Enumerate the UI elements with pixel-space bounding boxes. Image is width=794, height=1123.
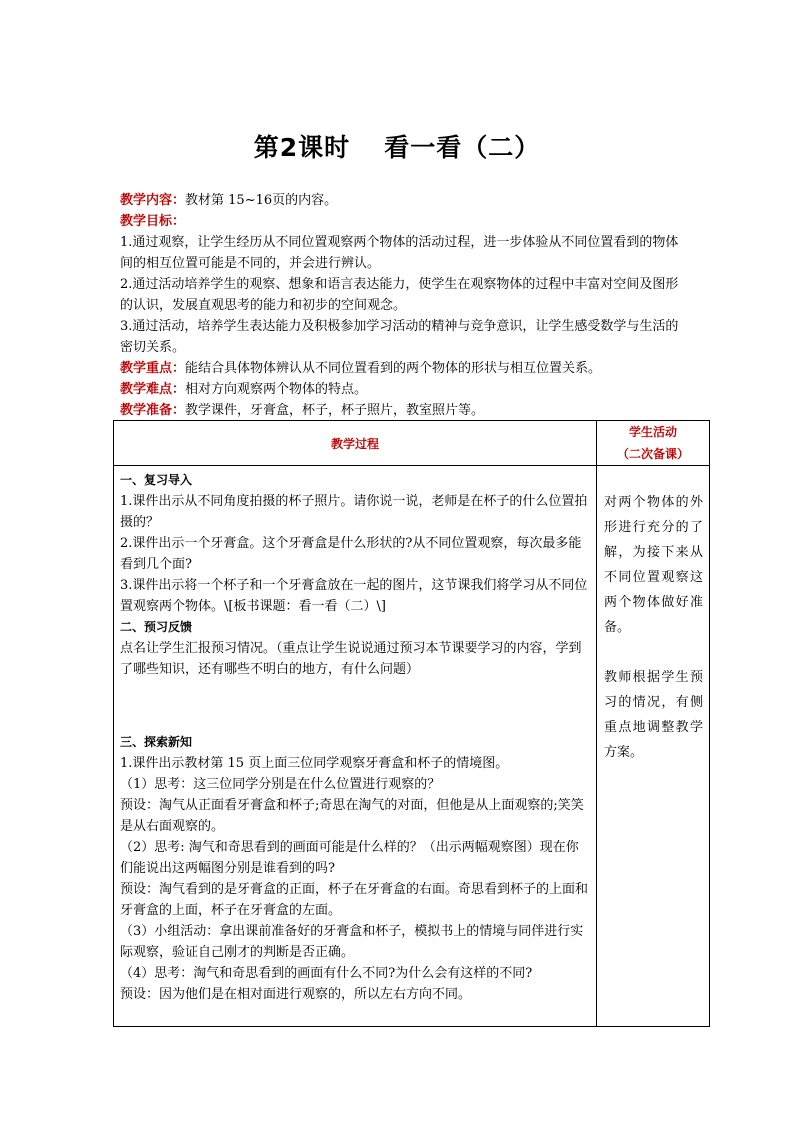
section-item: 2.课件出示一个牙膏盒。这个牙膏盒是什么形状的?从不同位置观察，每次最多能看到几个面? (120, 536, 582, 572)
section-item: （1）思考：这三位同学分别是在什么位置进行观察的？ (120, 777, 441, 792)
section-item: 点名让学生汇报预习情况。（重点让学生说说通过预习本节课要学习的内容，学到了哪些知识，还有哪些不明白的地方，有什么问题） (120, 641, 582, 677)
section-item: （4）思考：淘气和奇思看到的画面有什么不同?为什么会有这样的不同? (120, 966, 533, 981)
prep-row (120, 400, 690, 421)
goal-item: 3.通过活动，培养学生表达能力及积极参加学习活动的精神与竞争意识，让学生感受数学与生活的密切关系。 (120, 319, 679, 355)
key-label: 教学重点： (120, 361, 186, 376)
teaching-process-table (113, 420, 710, 1027)
section-title: 一、复习导入 (120, 473, 193, 487)
lesson-name: 看一看（二） (384, 133, 541, 162)
header-student-activity (597, 421, 710, 466)
prep-text: 教学课件，牙膏盒，杯子，杯子照片，教室照片等。 (185, 403, 485, 418)
difficulty-label: 教学难点： (120, 382, 186, 397)
key-row (120, 358, 690, 379)
table-body-row (114, 466, 710, 1027)
process-cell (114, 466, 597, 1027)
goals-row (120, 211, 690, 232)
section-title: 二、预习反馈 (120, 620, 193, 634)
section-item: （2）思考: 淘气和奇思看到的画面可能是什么样的？（出示两幅观察图）现在你们能说出这两幅图分别是谁看到的吗? (120, 840, 579, 876)
header-teaching-process: 教学过程 (114, 421, 597, 466)
content-label: 教学内容： (120, 193, 186, 208)
difficulty-row (120, 379, 690, 400)
section-item: 3.课件出示将一个杯子和一个牙膏盒放在一起的图片，这节课我们将学习从不同位置观察两个物体。\[板书课题：看一看（二）\] (120, 578, 588, 614)
student-activity-cell (597, 466, 710, 1027)
section-title: 三、探索新知 (120, 735, 193, 749)
key-text: 能结合具体物体辨认从不同位置看到的两个物体的形状与相互位置关系。 (185, 361, 602, 376)
spacer (604, 640, 703, 665)
page-title (0, 128, 794, 164)
section-item: 1.课件出示从不同角度拍摄的杯子照片。请你说一说，老师是在杯子的什么位置拍摄的？ (120, 494, 588, 530)
goal-item: 1.通过观察，让学生经历从不同位置观察两个物体的活动过程，进一步体验从不同位置看到的物体间的相互位置可能是不同的，并会进行辨认。 (120, 235, 679, 271)
content-text: 教材第 15~16页的内容。 (185, 193, 338, 208)
difficulty-text: 相对方向观察两个物体的特点。 (185, 382, 368, 397)
prep-label: 教学准备： (120, 403, 186, 418)
lesson-number: 第2课时 (253, 133, 351, 162)
goal-item: 2.通过活动培养学生的观察、想象和语言表达能力，使学生在观察物体的过程中丰富对空间及图形的认识，发展直观思考的能力和初步的空间观念。 (120, 277, 679, 313)
header-side-line2: （二次备课） (616, 447, 689, 461)
side-note: 教师根据学生预习的情况，有侧重点地调整教学方案。 (604, 670, 703, 760)
side-note: 对两个物体的外形进行充分的了解，为接下来从不同位置观察这两个物体做好准备。 (604, 495, 703, 635)
section-item: 预设：因为他们是在相对面进行观察的，所以左右方向不同。 (120, 987, 472, 1002)
spacer (120, 680, 590, 732)
lesson-intro (120, 190, 690, 421)
goals-label: 教学目标： (120, 214, 186, 229)
section-item: 预设：淘气从正面看牙膏盒和杯子;奇思在淘气的对面，但他是从上面观察的;笑笑是从右面观察的。 (120, 798, 584, 834)
section-item: 1.课件出示教材第 15 页上面三位同学观察牙膏盒和杯子的情境图。 (120, 756, 509, 771)
header-side-line1: 学生活动 (628, 425, 677, 439)
section-item: 预设：淘气看到的是牙膏盒的正面，杯子在牙膏盒的右面。奇思看到杯子的上面和牙膏盒的上面，杯子在牙膏盒的左面。 (120, 882, 589, 918)
table-header-row (114, 421, 710, 466)
section-item: （3）小组活动：拿出课前准备好的牙膏盒和杯子，模拟书上的情境与同伴进行实际观察，验证自己刚才的判断是否正确。 (120, 924, 584, 960)
content-row (120, 190, 690, 211)
